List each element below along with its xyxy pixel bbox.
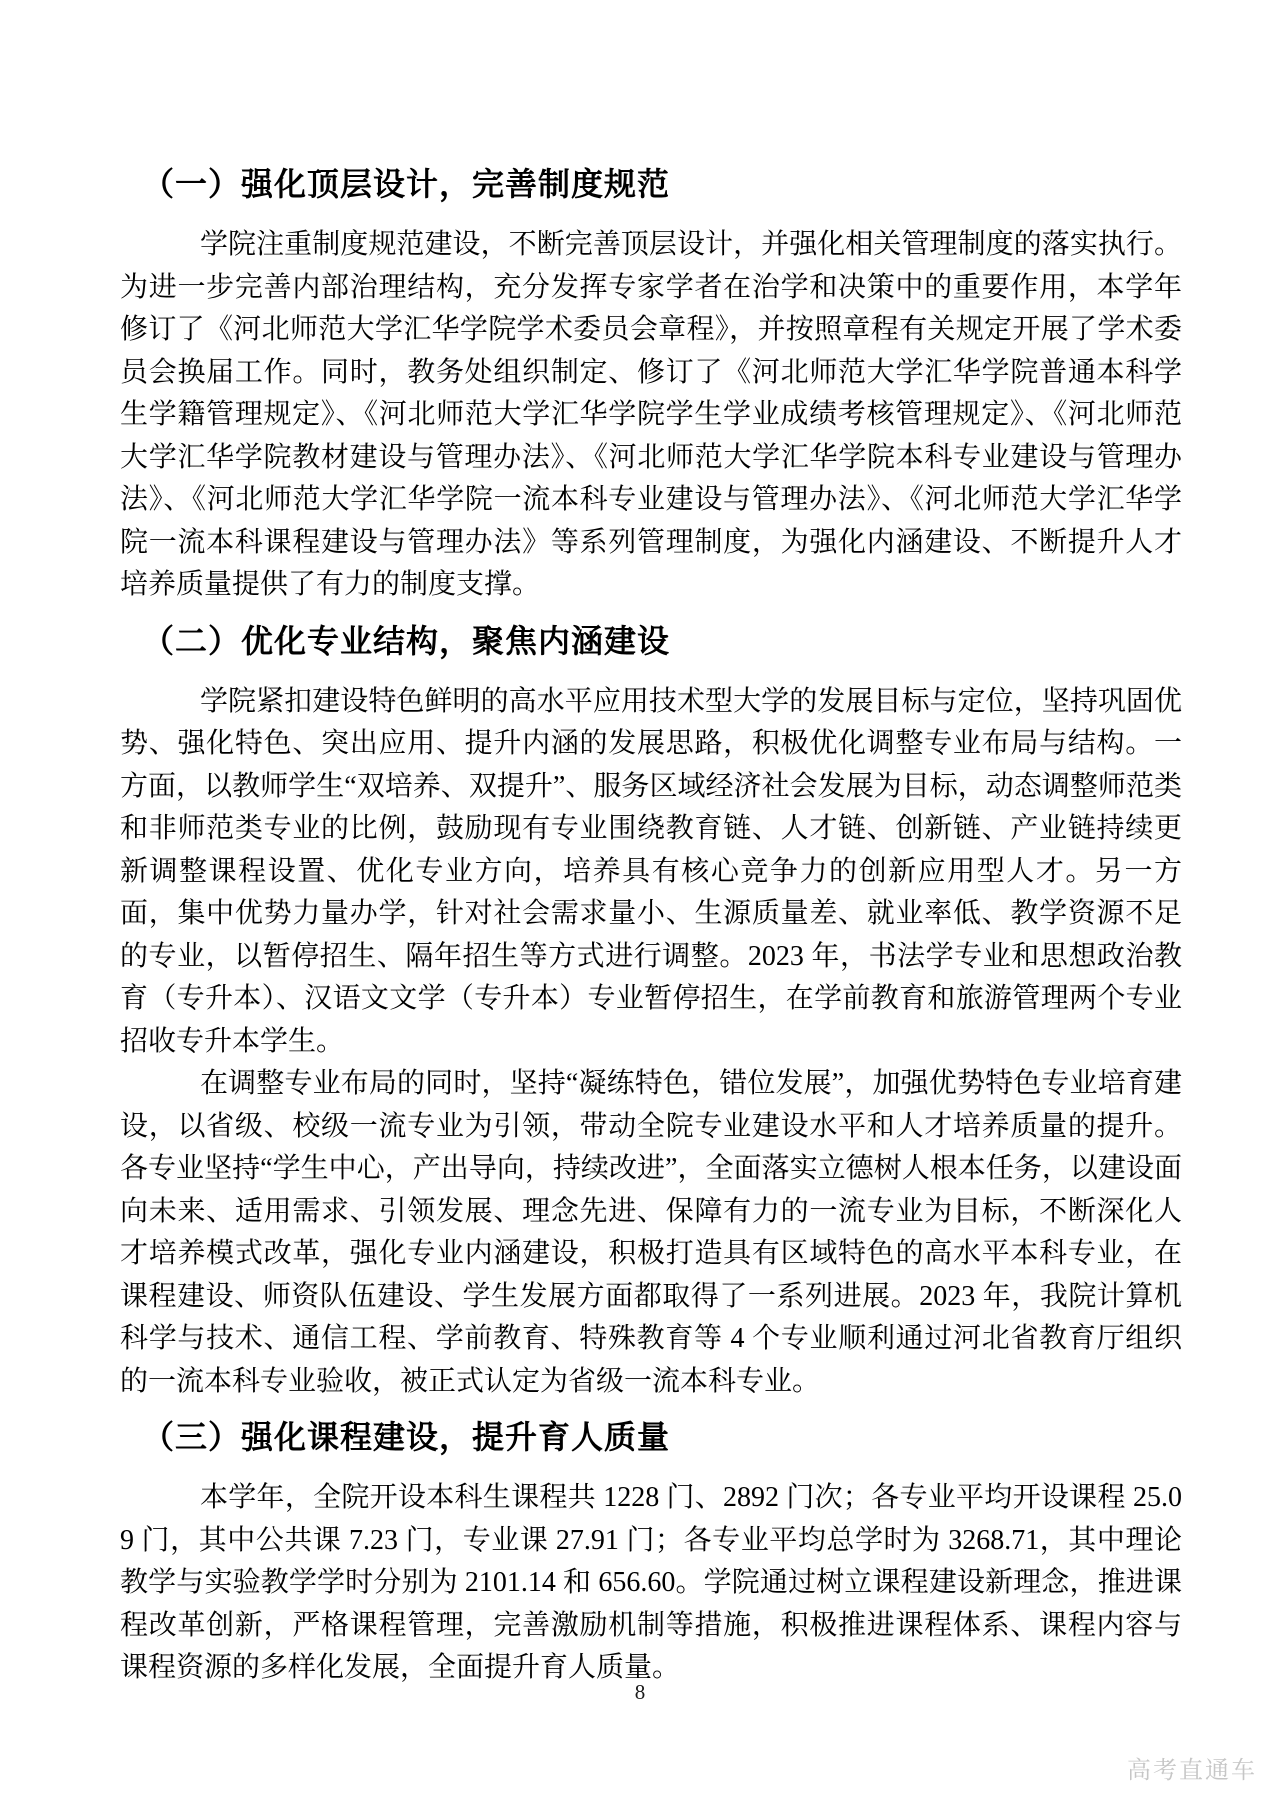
section-2-paragraph-1: 学院紧扣建设特色鲜明的高水平应用技术型大学的发展目标与定位，坚持巩固优势、强化特色、突出应用、提升内涵的发展思路，积极优化调整专业布局与结构。一方面，以教师学生“双培养、双提升”、服务区域经济社会发展为目标，动态调整师范类和非师范类专业的比例，鼓励现有专业围绕教育链、人才链、创新链、产业链持续更新调整课程设置、优化专业方向，培养具有核心竞争力的创新应用型人才。另一方面，集中优势力量办学，针对社会需求量小、生源质量差、就业率低、教学资源不足的专业，以暂停招生、隔年招生等方式进行调整。2023 年，书法学专业和思想政治教育（专升本）、汉语文文学（专升本）专业暂停招生，在学前教育和旅游管理两个专业招收专升本学生。 [120, 685, 1182, 1057]
section-1-paragraph-1: 学院注重制度规范建设，不断完善顶层设计，并强化相关管理制度的落实执行。为进一步完善内部治理结构，充分发挥专家学者在治学和决策中的重要作用，本学年修订了《河北师范大学汇华学院学术委员会章程》，并按照章程有关规定开展了学术委员会换届工作。同时，教务处组织制定、修订了《河北师范大学汇华学院普通本科学生学籍管理规定》、《河北师范大学汇华学院学生学业成绩考核管理规定》、《河北师范大学汇华学院教材建设与管理办法》、《河北师范大学汇华学院本科专业建设与管理办法》、《河北师范大学汇华学院一流本科专业建设与管理办法》、《河北师范大学汇华学院一流本科课程建设与管理办法》等系列管理制度，为强化内涵建设、不断提升人才培养质量提供了有力的制度支撑。 [120, 229, 1182, 600]
section-3-heading: （三）强化课程建设，提升育人质量 [142, 1419, 671, 1455]
section-major-structure [120, 619, 1182, 1404]
watermark: 高考直通车 [1127, 1758, 1257, 1784]
document-content [120, 150, 1182, 1690]
section-2-paragraph-2: 在调整专业布局的同时，坚持“凝练特色，错位发展”，加强优势特色专业培育建设，以省级、校级一流专业为引领，带动全院专业建设水平和人才培养质量的提升。各专业坚持“学生中心，产出导向，持续改进”，全面落实立德树人根本任务，以建设面向未来、适用需求、引领发展、理念先进、保障有力的一流专业为目标，不断深化人才培养模式改革，强化专业内涵建设，积极打造具有区域特色的高水平本科专业，在课程建设、师资队伍建设、学生发展方面都取得了一系列进展。2023 年，我院计算机科学与技术、通信工程、学前教育、特殊教育等 4 个专业顺利通过河北省教育厅组织的一流本科专业验收，被正式认定为省级一流本科专业。 [120, 1068, 1182, 1397]
section-1-heading: （一）强化顶层设计，完善制度规范 [142, 166, 671, 202]
page-number: 8 [634, 1680, 646, 1704]
section-course-construction [120, 1415, 1182, 1690]
section-3-paragraph-1: 本学年，全院开设本科生课程共 1228 门、2892 门次；各专业平均开设课程 25.09 门，其中公共课 7.23 门，专业课 27.91 门；各专业平均总学时为 3268.71，其中理论教学与实验教学学时分别为 2101.14 和 656.60。学院通过树立课程建设新理念，推进课程改革创新，严格课程管理，完善激励机制等措施，积极推进课程体系、课程内容与课程资源的多样化发展，全面提升育人质量。 [120, 1482, 1182, 1683]
section-2-heading: （二）优化专业结构，聚焦内涵建设 [142, 622, 671, 659]
section-top-level-design [120, 162, 1182, 607]
